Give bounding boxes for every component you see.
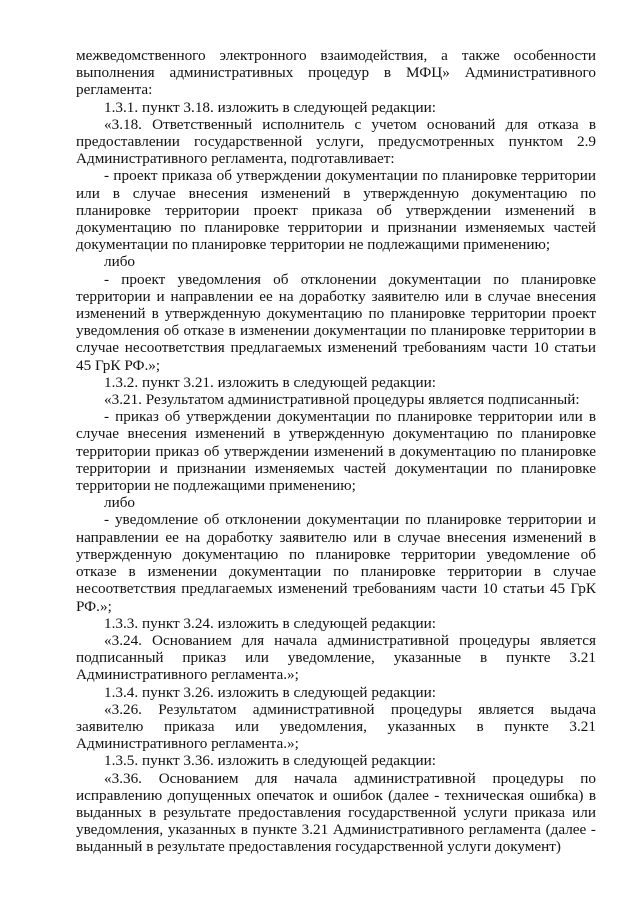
paragraph-clause-3-21-option-2: - уведомление об отклонении документации по планировке территории и направлении ее на доработку заявителю или в случае внесения изменений в утвержденную документацию по планировке территории уведомление об отказе в изменении документации по планировке территории в случае несоответствия предлагаемых изменений требованиям части 10 статьи 45 ГрК РФ.»;: [76, 511, 596, 615]
document-page: [76, 47, 596, 856]
paragraph-item-1-3-3: 1.3.3. пункт 3.24. изложить в следующей редакции:: [104, 614, 436, 632]
paragraph-clause-3-24: «3.24. Основанием для начала административной процедуры является подписанный приказ или уведомление, указанные в пункте 3.21 Административного регламента.»;: [76, 631, 596, 684]
paragraph-clause-3-26: «3.26. Результатом административной процедуры является выдача заявителю приказа или уведомления, указанных в пункте 3.21 Административного регламента.»;: [76, 700, 596, 753]
paragraph-item-1-3-5: 1.3.5. пункт 3.36. изложить в следующей редакции:: [104, 752, 436, 770]
paragraph-clause-3-18-option-2: - проект уведомления об отклонении документации по планировке территории и направлении ее на доработку заявителю или в случае внесения изменений в утвержденную документацию по планировке территории проект уведомления об отказе в изменении документации по планировке территории в случае несоответствия предлагаемых изменений требованиям части 10 статьи 45 ГрК РФ.»;: [76, 270, 596, 374]
paragraph-clause-3-18: «3.18. Ответственный исполнитель с учетом оснований для отказа в предоставлении государственной услуги, предусмотренных пунктом 2.9 Административного регламента, подготавливает:: [76, 115, 596, 168]
paragraph-clause-3-21-or: либо: [104, 494, 136, 512]
paragraph-clause-3-18-or: либо: [104, 253, 136, 271]
paragraph-clause-3-21-option-1: - приказ об утверждении документации по планировке территории или в случае внесения изменений в утвержденную документацию по планировке территории приказ об утверждении изменений в документацию по планировке территории и признании изменяемых частей документации по планировке территории не подлежащими применению;: [76, 408, 596, 495]
paragraph-item-1-3-1: 1.3.1. пункт 3.18. изложить в следующей редакции:: [104, 98, 436, 116]
paragraph-item-1-3-4: 1.3.4. пункт 3.26. изложить в следующей редакции:: [104, 683, 436, 701]
paragraph-intro-continuation: межведомственного электронного взаимодействия, а также особенности выполнения административных процедур в МФЦ» Административного регламента:: [76, 47, 596, 99]
paragraph-clause-3-18-option-1: - проект приказа об утверждении документации по планировке территории или в случае внесения изменений в утвержденную документацию по планировке территории проект приказа об утверждении изменений в документацию по планировке территории и признании изменяемых частей документации по планировке территории не подлежащими применению;: [76, 167, 596, 254]
paragraph-clause-3-36: «3.36. Основанием для начала административной процедуры по исправлению допущенных опечаток и ошибок (далее - техническая ошибка) в выданных в результате предоставления государственной услуги приказа или уведомления, указанных в пункте 3.21 Административного регламента (далее - выданный в результате предоставления государственной услуги документ): [76, 769, 596, 856]
paragraph-clause-3-21: «3.21. Результатом административной процедуры является подписанный:: [104, 391, 580, 409]
paragraph-item-1-3-2: 1.3.2. пункт 3.21. изложить в следующей редакции:: [104, 373, 436, 391]
